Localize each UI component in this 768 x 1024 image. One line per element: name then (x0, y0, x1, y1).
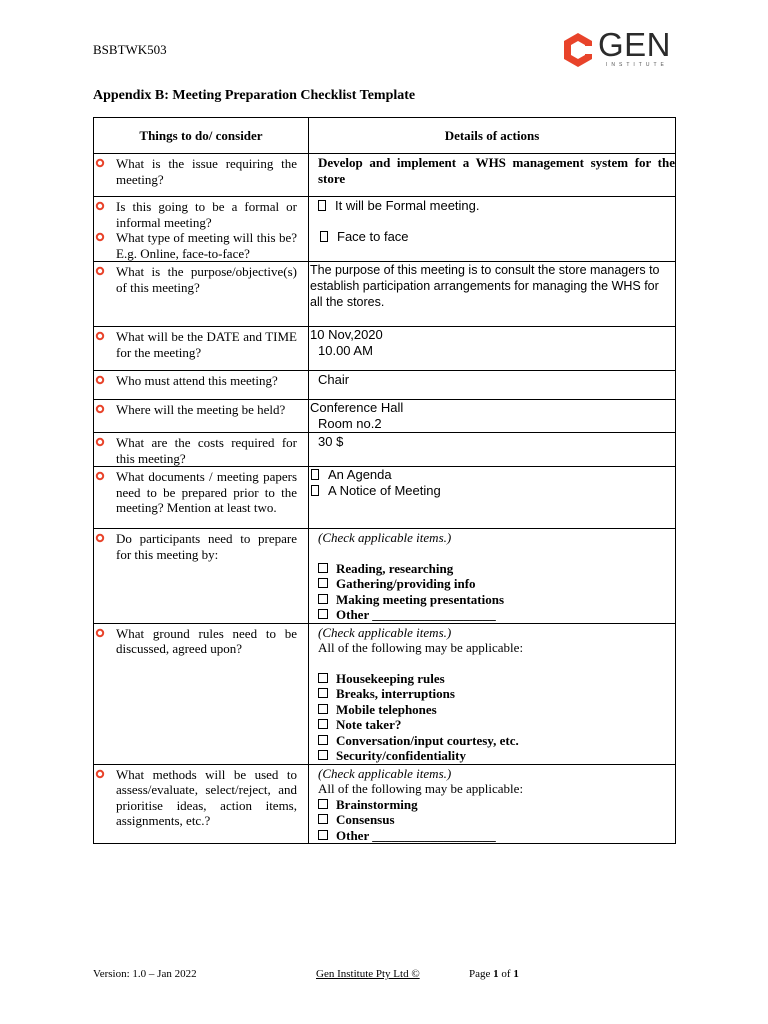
checkbox-option[interactable]: Reading, researching (318, 561, 675, 577)
detail-cell (309, 371, 676, 400)
bullet-icon (95, 266, 105, 276)
table-row (94, 371, 676, 400)
checkbox-option[interactable]: Note taker? (318, 717, 675, 733)
gen-institute-logo (562, 26, 677, 72)
table-row (94, 433, 676, 467)
detail-cell (309, 433, 676, 467)
document-code: BSBTWK503 (93, 42, 167, 57)
checkbox-icon[interactable] (318, 609, 328, 619)
checkbox-icon[interactable] (318, 578, 328, 588)
question-cell (94, 262, 309, 327)
checkbox-option[interactable]: Making meeting presentations (318, 592, 675, 608)
detail-cell (309, 197, 676, 262)
question-item: Who must attend this meeting? (116, 373, 297, 389)
detail-text: Chair (318, 372, 350, 387)
checkbox-icon[interactable] (318, 704, 328, 714)
bullet-icon (95, 232, 105, 242)
detail-cell (309, 327, 676, 371)
bullet-icon (95, 201, 105, 211)
checkbox-icon[interactable] (318, 830, 328, 840)
footer-page-number: Page 1 of 1 (469, 968, 519, 980)
detail-cell (309, 764, 676, 844)
checkbox-glyph-icon (311, 485, 319, 496)
question-cell (94, 154, 309, 197)
detail-text: Develop and implement a WHS management system for the store (318, 155, 675, 186)
table-row (94, 764, 676, 844)
footer-company: Gen Institute Pty Ltd © (316, 968, 420, 980)
detail-cell (309, 467, 676, 529)
logo-text: GEN (598, 26, 672, 63)
detail-line: 10 Nov,2020 (310, 327, 383, 342)
question-cell (94, 197, 309, 262)
check-note: (Check applicable items.) (318, 765, 452, 781)
detail-line: Face to face (318, 229, 675, 245)
question-cell (94, 529, 309, 624)
detail-cell (309, 262, 676, 327)
checkbox-option[interactable]: Gathering/providing info (318, 576, 675, 592)
checkbox-option[interactable]: Security/confidentiality (318, 748, 675, 764)
checkbox-glyph-icon (320, 231, 328, 242)
bullet-icon (95, 404, 105, 414)
question-item: What ground rules need to be discussed, agreed upon? (116, 626, 297, 657)
question-cell (94, 433, 309, 467)
checkbox-option[interactable]: Other ___________________ (318, 828, 675, 844)
question-item: What are the costs required for this meeting? (116, 435, 297, 466)
question-item: Do participants need to prepare for this meeting by: (116, 531, 297, 562)
bullet-icon (95, 375, 105, 385)
checkbox-option[interactable]: Housekeeping rules (318, 671, 675, 687)
checkbox-icon[interactable] (318, 688, 328, 698)
detail-line: It will be Formal meeting. (318, 198, 675, 214)
detail-text: 30 $ (318, 434, 344, 449)
detail-cell (309, 400, 676, 433)
detail-cell (309, 154, 676, 197)
checkbox-option[interactable]: Other ___________________ (318, 607, 675, 623)
question-cell (94, 623, 309, 764)
column-header-things: Things to do/ consider (94, 118, 309, 154)
checkbox-option[interactable]: Consensus (318, 812, 675, 828)
table-row (94, 154, 676, 197)
checkbox-option[interactable]: Brainstorming (318, 797, 675, 813)
check-note: (Check applicable items.) (318, 624, 452, 640)
question-item: What documents / meeting papers need to be prepared prior to the meeting? Mention at least two. (116, 469, 297, 516)
check-intro: All of the following may be applicable: (318, 640, 524, 655)
question-cell (94, 400, 309, 433)
checkbox-option[interactable]: Mobile telephones (318, 702, 675, 718)
bullet-icon (95, 158, 105, 168)
bullet-icon (95, 437, 105, 447)
checkbox-icon[interactable] (318, 750, 328, 760)
logo-hexagon-icon (562, 32, 594, 68)
table-row (94, 529, 676, 624)
checkbox-glyph-icon (318, 200, 326, 211)
checkbox-icon[interactable] (318, 563, 328, 573)
question-item: What type of meeting will this be? E.g. Online, face-to-face? (116, 230, 297, 261)
question-item: What is the purpose/objective(s) of this meeting? (116, 264, 297, 295)
checkbox-glyph-icon (311, 469, 319, 480)
checkbox-icon[interactable] (318, 719, 328, 729)
table-row (94, 623, 676, 764)
table-header-row (94, 118, 676, 154)
detail-line: 10.00 AM (318, 343, 373, 358)
bullet-icon (95, 628, 105, 638)
checkbox-icon[interactable] (318, 594, 328, 604)
detail-line: Conference Hall (310, 400, 404, 415)
detail-cell (309, 623, 676, 764)
column-header-details: Details of actions (309, 118, 676, 154)
bullet-icon (95, 533, 105, 543)
question-cell (94, 371, 309, 400)
table-row (94, 400, 676, 433)
checklist-table (93, 117, 676, 844)
check-intro: All of the following may be applicable: (318, 781, 524, 796)
question-item: Where will the meeting be held? (116, 402, 297, 418)
bullet-icon (95, 331, 105, 341)
page-title: Appendix B: Meeting Preparation Checklist Template (93, 88, 416, 103)
detail-line: Room no.2 (318, 416, 382, 431)
checkbox-option[interactable]: Conversation/input courtesy, etc. (318, 733, 675, 749)
table-row (94, 467, 676, 529)
detail-text: The purpose of this meeting is to consult the store managers to establish participation arrangements for managing the WHS for all the stores. (310, 263, 660, 309)
question-item: What methods will be used to assess/evaluate, select/reject, and prioritise ideas, action items, assignments, etc.? (116, 767, 297, 829)
table-row (94, 197, 676, 262)
question-cell (94, 764, 309, 844)
footer-version: Version: 1.0 – Jan 2022 (93, 968, 197, 980)
checkbox-option[interactable]: Breaks, interruptions (318, 686, 675, 702)
question-item: What is the issue requiring the meeting? (116, 156, 297, 187)
question-item: What will be the DATE and TIME for the meeting? (116, 329, 297, 360)
checkbox-icon[interactable] (318, 735, 328, 745)
checkbox-icon[interactable] (318, 814, 328, 824)
bullet-icon (95, 471, 105, 481)
check-note: (Check applicable items.) (318, 530, 452, 545)
detail-line: An Agenda (311, 467, 675, 483)
table-row (94, 327, 676, 371)
question-cell (94, 327, 309, 371)
detail-line: A Notice of Meeting (311, 483, 675, 499)
question-item: Is this going to be a formal or informal meeting? (116, 199, 297, 230)
bullet-icon (95, 769, 105, 779)
question-cell (94, 467, 309, 529)
detail-cell (309, 529, 676, 624)
checkbox-icon[interactable] (318, 673, 328, 683)
logo-subtext: INSTITUTE (606, 62, 668, 68)
table-row (94, 262, 676, 327)
checkbox-icon[interactable] (318, 799, 328, 809)
